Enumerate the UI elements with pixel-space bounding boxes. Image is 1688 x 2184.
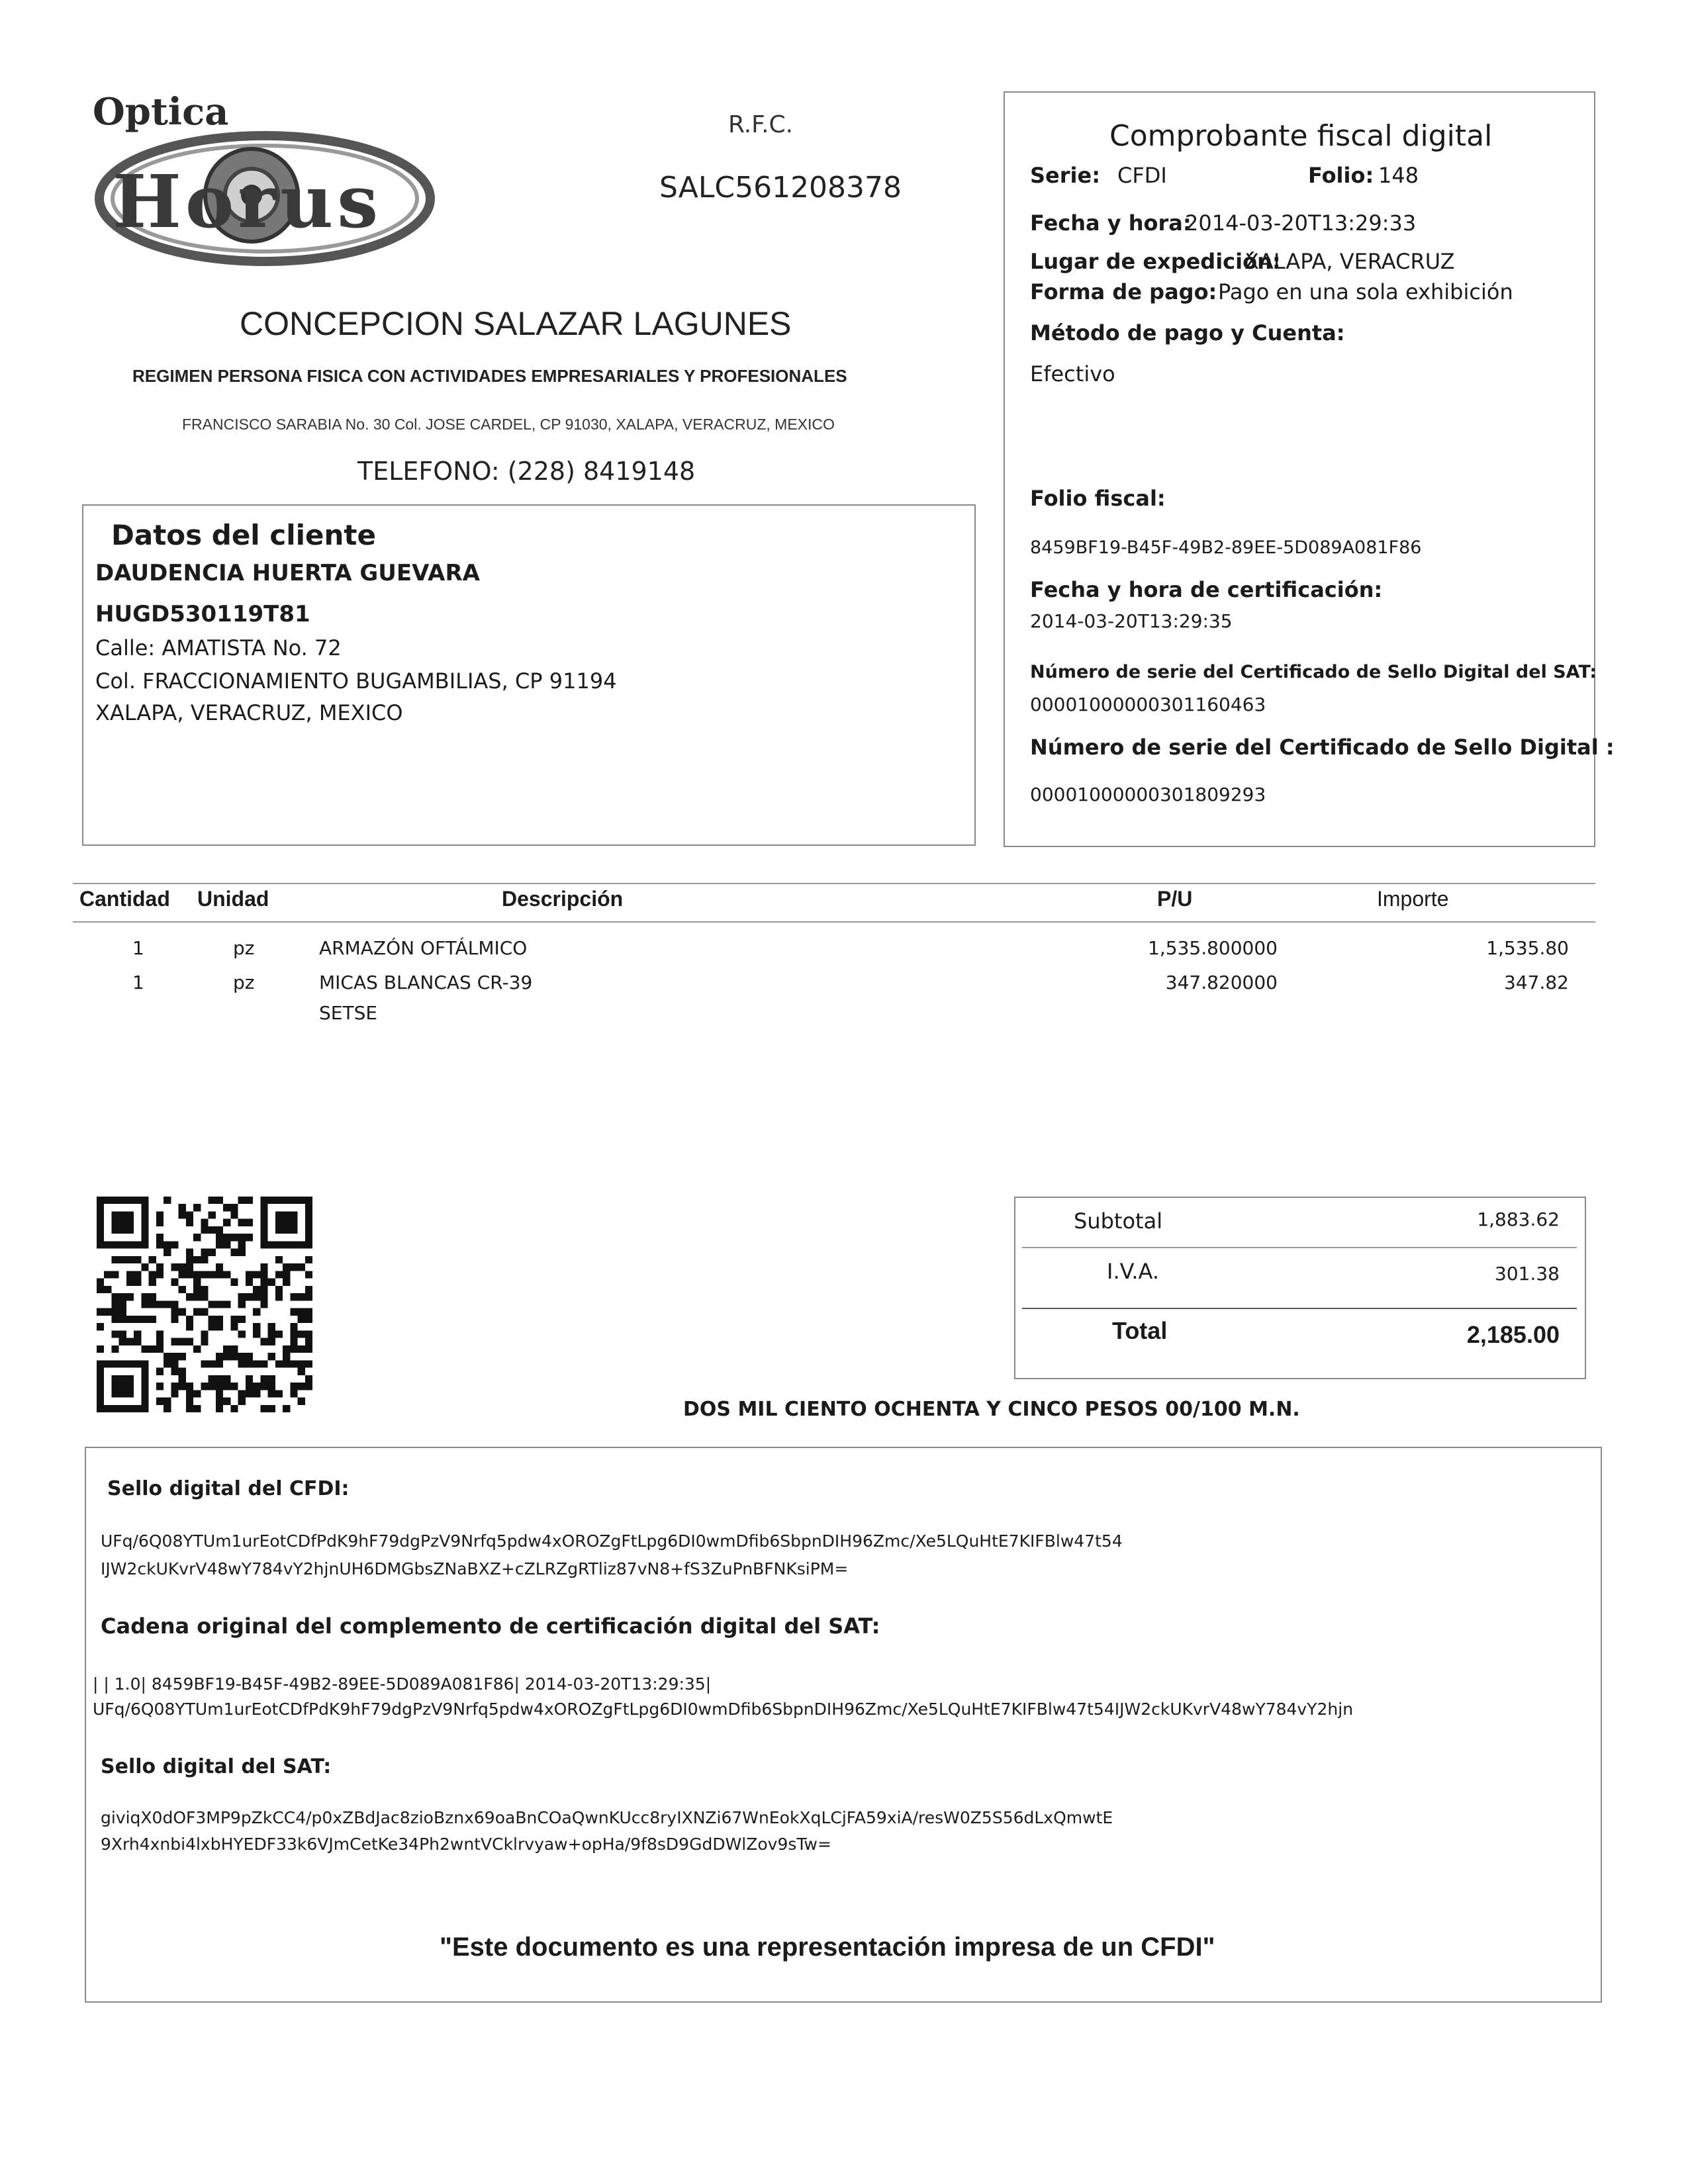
- payment-form-label: Forma de pago:: [1030, 279, 1217, 304]
- issuer-rfc: SALC561208378: [659, 171, 902, 205]
- logo-line2: Horus: [113, 159, 383, 244]
- issuer-name: CONCEPCION SALAZAR LAGUNES: [240, 305, 792, 342]
- cfdi-seal-label: Sello digital del CFDI:: [107, 1477, 350, 1500]
- client-city: XALAPA, VERACRUZ, MEXICO: [95, 700, 403, 725]
- chain-label: Cadena original del complemento de certificación digital del SAT:: [101, 1614, 880, 1639]
- cfdi-title: Comprobante fiscal digital: [1109, 119, 1493, 153]
- header-desc: Descripción: [502, 887, 624, 911]
- place-value: XALAPA, VERACRUZ: [1244, 249, 1455, 274]
- payment-method-value: Efectivo: [1030, 361, 1115, 387]
- folio-label: Folio:: [1308, 163, 1374, 188]
- row1-amount: 1,535.80: [1486, 937, 1569, 959]
- logo-line1: Optica: [93, 90, 229, 134]
- table-header-rule: [73, 921, 1595, 923]
- client-title: Datos del cliente: [111, 519, 376, 551]
- issuer-regime: REGIMEN PERSONA FISICA CON ACTIVIDADES EMPRESARIALES Y PROFESIONALES: [132, 366, 847, 386]
- chain-line2: UFq/6Q08YTUm1urEotCDfPdK9hF79dgPzV9Nrfq5pdw4xOROZgFtLpg6DI0wmDfib6SbpnDIH96Zmc/Xe5LQuHtE7KIFBlw47t54IJW2ckUKvrV48wY784vY2hjn: [93, 1700, 1354, 1719]
- amount-in-words: DOS MIL CIENTO OCHENTA Y CINCO PESOS 00/100 M.N.: [683, 1398, 1300, 1421]
- header-pu: P/U: [1157, 887, 1193, 911]
- client-street: Calle: AMATISTA No. 72: [95, 635, 342, 660]
- fiscal-folio-label: Folio fiscal:: [1030, 486, 1166, 511]
- subtotal-value: 1,883.62: [1477, 1208, 1560, 1230]
- header-qty: Cantidad: [79, 887, 170, 911]
- datetime-value: 2014-03-20T13:29:33: [1185, 210, 1417, 236]
- client-name: DAUDENCIA HUERTA GUEVARA: [95, 560, 480, 586]
- row2-unit: pz: [233, 972, 255, 993]
- row1-unit: pz: [233, 937, 255, 959]
- row2-pu: 347.820000: [1165, 972, 1278, 993]
- subtotal-label: Subtotal: [1074, 1208, 1163, 1234]
- row1-qty: 1: [132, 937, 144, 959]
- cfdi-seal-line1: UFq/6Q08YTUm1urEotCDfPdK9hF79dgPzV9Nrfq5pdw4xOROZgFtLpg6DI0wmDfib6SbpnDIH96Zmc/Xe5LQuHtE7KIFBlw47t54: [101, 1531, 1123, 1551]
- footer-note: "Este documento es una representación impresa de un CFDI": [440, 1933, 1215, 1962]
- totals-rule-2: [1022, 1308, 1577, 1309]
- row1-desc: ARMAZÓN OFTÁLMICO: [319, 937, 528, 959]
- sat-seal-line1: giviqX0dOF3MP9pZkCC4/p0xZBdJac8zioBznx69oaBnCOaQwnKUcc8ryIXNZi67WnEokXqLCjFA59xiA/resW0Z5S56dLxQmwtE: [101, 1808, 1113, 1827]
- sat-cert-value: 00001000000301160463: [1030, 694, 1266, 715]
- company-logo: [73, 86, 444, 285]
- seals-box: [85, 1447, 1602, 2003]
- iva-label: I.V.A.: [1107, 1259, 1160, 1284]
- cert-value: 00001000000301809293: [1030, 784, 1266, 805]
- sat-cert-label: Número de serie del Certificado de Sello Digital del SAT:: [1030, 662, 1597, 682]
- iva-value: 301.38: [1495, 1263, 1560, 1285]
- sat-seal-line2: 9Xrh4xnbi4lxbHYEDF33k6VJmCetKe34Ph2wntVCklrvyaw+opHa/9f8sD9GdDWlZov9sTw=: [101, 1835, 831, 1854]
- cert-datetime-label: Fecha y hora de certificación:: [1030, 577, 1383, 602]
- issuer-phone: TELEFONO: (228) 8419148: [357, 457, 696, 486]
- serie-value: CFDI: [1117, 163, 1167, 188]
- total-label: Total: [1112, 1317, 1168, 1344]
- place-label: Lugar de expedición:: [1030, 249, 1281, 274]
- client-rfc: HUGD530119T81: [95, 601, 310, 627]
- row1-pu: 1,535.800000: [1148, 937, 1278, 959]
- folio-value: 148: [1378, 163, 1419, 188]
- datetime-label: Fecha y hora:: [1030, 210, 1192, 236]
- row2-qty: 1: [132, 972, 144, 993]
- fiscal-folio-value: 8459BF19-B45F-49B2-89EE-5D089A081F86: [1030, 537, 1422, 558]
- totals-rule-1: [1022, 1247, 1577, 1248]
- serie-label: Serie:: [1030, 163, 1100, 188]
- chain-line1: | | 1.0| 8459BF19-B45F-49B2-89EE-5D089A081F86| 2014-03-20T13:29:35|: [93, 1674, 712, 1694]
- client-colony: Col. FRACCIONAMIENTO BUGAMBILIAS, CP 91194: [95, 668, 617, 694]
- cfdi-seal-line2: IJW2ckUKvrV48wY784vY2hjnUH6DMGbsZNaBXZ+cZLRZgRTliz87vN8+fS3ZuPnBFNKsiPM=: [101, 1559, 849, 1578]
- header-unit: Unidad: [197, 887, 269, 911]
- row2-amount: 347.82: [1504, 972, 1569, 993]
- cert-datetime-value: 2014-03-20T13:29:35: [1030, 610, 1233, 632]
- total-value: 2,185.00: [1466, 1321, 1560, 1348]
- header-amount: Importe: [1377, 887, 1449, 911]
- cert-label: Número de serie del Certificado de Sello Digital :: [1030, 735, 1615, 760]
- table-top-rule: [73, 883, 1595, 884]
- payment-method-label: Método de pago y Cuenta:: [1030, 320, 1345, 345]
- payment-form-value: Pago en una sola exhibición: [1218, 279, 1513, 304]
- rfc-label: R.F.C.: [728, 111, 794, 138]
- issuer-address: FRANCISCO SARABIA No. 30 Col. JOSE CARDEL, CP 91030, XALAPA, VERACRUZ, MEXICO: [182, 416, 835, 433]
- cfdi-box: [1004, 91, 1595, 847]
- row2-desc: MICAS BLANCAS CR-39: [319, 972, 533, 993]
- sat-seal-label: Sello digital del SAT:: [101, 1755, 332, 1778]
- row2-desc-line2: SETSE: [319, 1002, 378, 1024]
- qr-code: [97, 1197, 312, 1412]
